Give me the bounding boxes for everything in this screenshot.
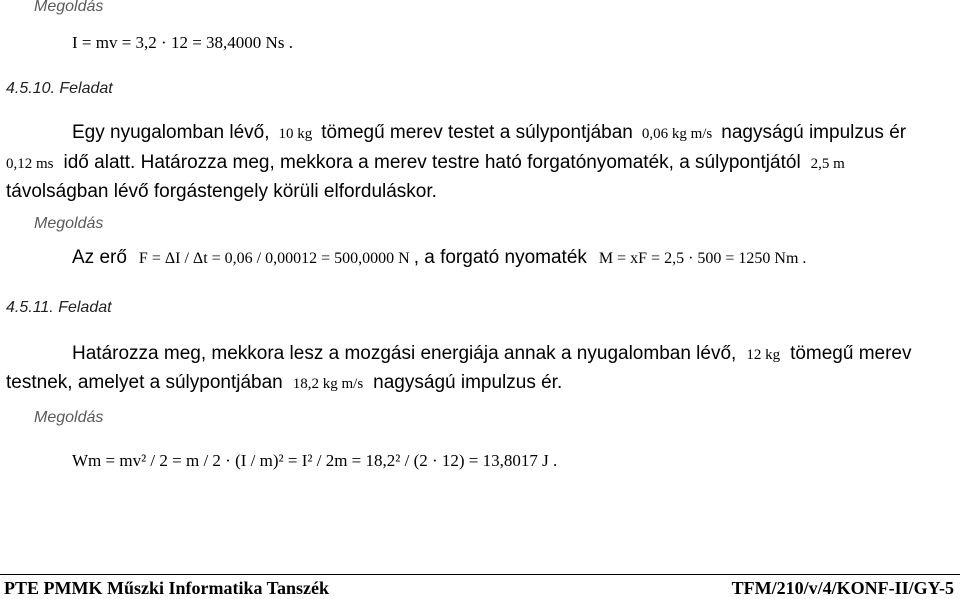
distance-value: 2,5 m [810, 156, 845, 172]
impulse-value: 18,2 kg m/s [292, 376, 364, 392]
footer-document-code: TFM/210/v/4/KONF-II/GY-5 [731, 578, 954, 598]
text-segment: testnek, amelyet a súlypontjában [6, 372, 283, 393]
task-heading-4-5-11: 4.5.11. Feladat [6, 299, 112, 316]
text-segment: nagyságú impulzus ér. [373, 372, 563, 393]
force-equation: F = ΔI / Δt = 0,06 / 0,00012 = 500,0000 N [138, 250, 410, 267]
task-4-5-10-line-2 [6, 152, 845, 174]
solution-label-4-5-11: Megoldás [34, 409, 104, 426]
solution-4-5-10 [72, 247, 806, 269]
text-segment: , a forgató nyomaték [413, 247, 587, 268]
text-segment: Az erő [72, 247, 127, 268]
task-4-5-10-line-1 [72, 122, 906, 144]
footer-divider [0, 574, 960, 575]
kinetic-energy-equation: Wm = mv² / 2 = m / 2 · (I / m)² = I² / 2m = 18,2² / (2 · 12) = 13,8017 J . [72, 451, 558, 470]
task-heading-4-5-10: 4.5.10. Feladat [6, 80, 113, 97]
time-value: 0,12 ms [6, 156, 54, 172]
solution-label-4-5-10: Megoldás [34, 215, 104, 232]
footer-department: PTE PMMK Műszki Informatika Tanszék [4, 578, 330, 598]
text-segment: Egy nyugalomban lévő, [72, 122, 270, 143]
task-4-5-11-line-2 [6, 372, 562, 394]
text-segment: tömegű merev [790, 343, 912, 364]
torque-equation: M = xF = 2,5 · 500 = 1250 Nm . [598, 250, 807, 267]
text-segment: idő alatt. Határozza meg, mekkora a merev testre ható forgatónyomaték, a súlypontjától [63, 152, 801, 173]
text-segment: Határozza meg, mekkora lesz a mozgási energiája annak a nyugalomban lévő, [72, 343, 737, 364]
text-segment: tömegű merev testet a súlypontjában [321, 122, 633, 143]
task-4-5-11-line-1 [72, 343, 912, 365]
text-segment: nagyságú impulzus ér [721, 122, 907, 143]
mass-value: 10 kg [278, 126, 313, 142]
impulse-equation: I = mv = 3,2 · 12 = 38,4000 Ns . [72, 33, 293, 52]
impulse-value: 0,06 kg m/s [641, 126, 713, 142]
task-4-5-10-line-3: távolságban lévő forgástengely körüli elforduláskor. [6, 181, 437, 202]
mass-value: 12 kg [746, 347, 781, 363]
solution-label-top: Megoldás [34, 0, 104, 15]
